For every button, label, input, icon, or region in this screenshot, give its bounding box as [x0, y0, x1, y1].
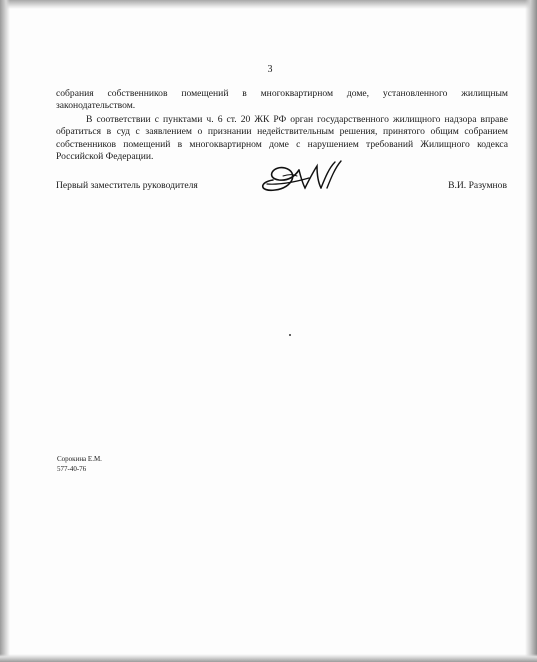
signer-position: Первый заместитель руководителя: [56, 180, 198, 191]
page-number: 3: [267, 64, 273, 75]
executor-phone: 577-40-76: [57, 464, 87, 473]
paragraph-court-appeal: В соответствии с пунктами ч. 6 ст. 20 ЖК РФ орган государственного жилищного надзора вправе обратиться в суд с заявлением о признании недействительным решения, принятого общим собранием собственников помещений в многоквартирном доме с нарушением требований Жилищного кодекса Российской Федерации.: [56, 114, 508, 163]
executor-name: Сорокина Е.М.: [57, 455, 102, 463]
executor-info: [57, 455, 102, 474]
handwritten-signature: [255, 158, 345, 198]
paragraph-continuation: собрания собственников помещений в многоквартирном доме, установленного жилищным законодательством.: [56, 88, 508, 112]
signer-name: В.И. Разумнов: [448, 180, 507, 191]
scan-speck: [289, 334, 291, 336]
